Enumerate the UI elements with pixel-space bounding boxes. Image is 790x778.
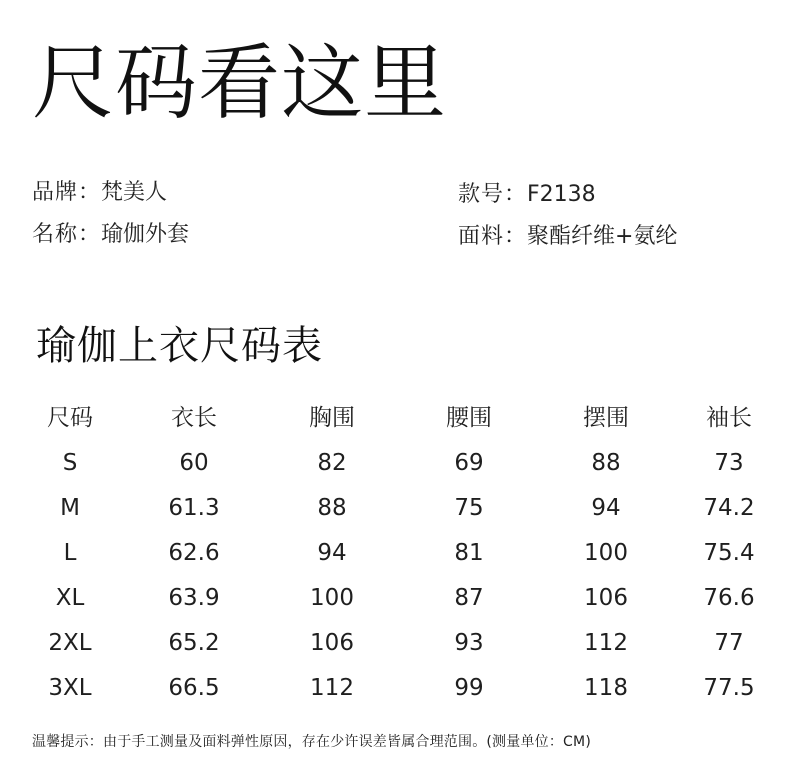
cell-size: 3XL — [48, 675, 92, 701]
cell-chest: 112 — [310, 675, 354, 701]
size-table — [0, 398, 790, 713]
cell-hem: 100 — [584, 540, 628, 566]
cell-hem: 106 — [584, 585, 628, 611]
product-name-info — [32, 220, 189, 250]
cell-chest: 94 — [317, 540, 347, 566]
cell-waist: 81 — [454, 540, 484, 566]
cell-chest: 82 — [317, 450, 347, 476]
product-name-value: 瑜伽外套 — [101, 222, 190, 247]
table-row — [0, 578, 790, 623]
fabric-label: 面料： — [458, 224, 528, 249]
cell-size: S — [62, 450, 78, 476]
header-length: 衣长 — [171, 405, 217, 431]
cell-chest: 88 — [317, 495, 347, 521]
cell-sleeve: 76.6 — [703, 585, 755, 611]
header-waist: 腰围 — [446, 405, 492, 431]
table-row — [0, 668, 790, 713]
cell-hem: 94 — [591, 495, 621, 521]
cell-chest: 100 — [310, 585, 354, 611]
cell-length: 61.3 — [168, 495, 220, 521]
table-header-row — [0, 398, 790, 443]
cell-sleeve: 73 — [714, 450, 744, 476]
page-title: 尺码看这里 — [32, 36, 448, 131]
cell-hem: 88 — [591, 450, 621, 476]
cell-length: 66.5 — [168, 675, 220, 701]
cell-length: 62.6 — [168, 540, 220, 566]
cell-sleeve: 74.2 — [703, 495, 755, 521]
brand-value: 梵美人 — [101, 180, 168, 205]
product-name-label: 名称： — [32, 222, 102, 247]
cell-sleeve: 77 — [714, 630, 744, 656]
cell-length: 65.2 — [168, 630, 220, 656]
measurement-note: 温馨提示：由于手工测量及面料弹性原因，存在少许误差皆属合理范围。(测量单位：CM) — [32, 734, 591, 750]
header-hem: 摆围 — [583, 405, 629, 431]
cell-length: 63.9 — [168, 585, 220, 611]
cell-sleeve: 77.5 — [703, 675, 755, 701]
cell-size: XL — [55, 585, 85, 611]
table-row — [0, 488, 790, 533]
cell-sleeve: 75.4 — [703, 540, 755, 566]
table-row — [0, 533, 790, 578]
cell-size: 2XL — [48, 630, 92, 656]
cell-waist: 87 — [454, 585, 484, 611]
cell-chest: 106 — [310, 630, 354, 656]
section-title: 瑜伽上衣尺码表 — [36, 323, 323, 369]
cell-size: L — [63, 540, 77, 566]
cell-waist: 75 — [454, 495, 484, 521]
cell-waist: 93 — [454, 630, 484, 656]
header-size: 尺码 — [47, 405, 93, 431]
cell-waist: 99 — [454, 675, 484, 701]
style-number-value: F2138 — [527, 182, 596, 207]
cell-length: 60 — [179, 450, 209, 476]
cell-waist: 69 — [454, 450, 484, 476]
style-number-info — [458, 180, 596, 210]
cell-hem: 112 — [584, 630, 628, 656]
fabric-value: 聚酯纤维+氨纶 — [527, 224, 678, 249]
header-sleeve: 袖长 — [706, 405, 752, 431]
cell-hem: 118 — [584, 675, 628, 701]
table-row — [0, 623, 790, 668]
brand-label: 品牌： — [32, 180, 102, 205]
cell-size: M — [60, 495, 80, 521]
brand-info — [32, 178, 167, 208]
style-number-label: 款号： — [458, 182, 528, 207]
table-row — [0, 443, 790, 488]
fabric-info — [458, 222, 677, 252]
header-chest: 胸围 — [309, 405, 355, 431]
